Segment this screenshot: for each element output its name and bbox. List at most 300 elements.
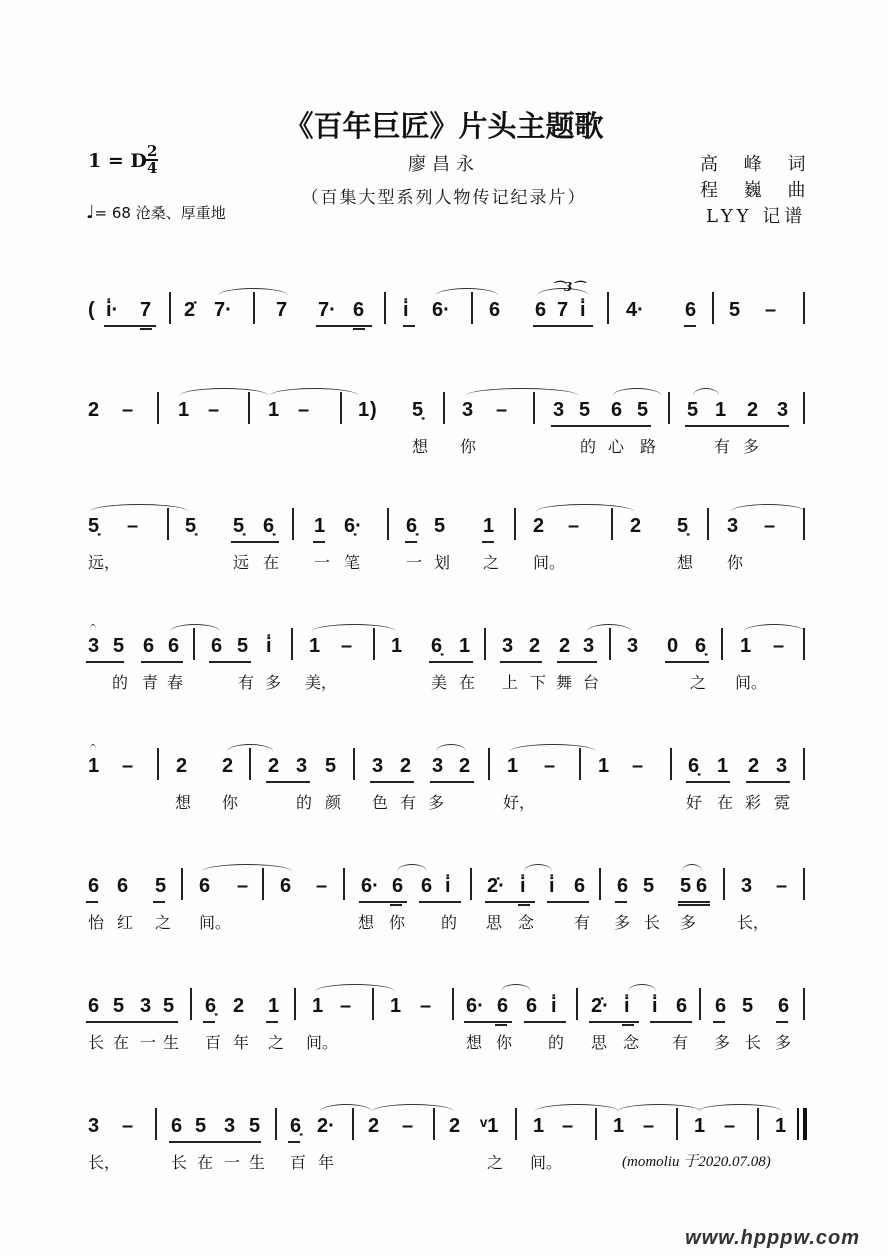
tie-arc	[535, 1104, 619, 1119]
beam-underline	[153, 901, 165, 903]
lyric: 想	[175, 793, 192, 812]
note: 2̇·	[591, 995, 609, 1017]
lyric: 怡	[88, 913, 105, 932]
beam-underline	[678, 901, 710, 903]
barline	[294, 988, 296, 1020]
note: 6	[526, 995, 538, 1017]
beam-underline	[713, 1021, 725, 1023]
note: 5̣	[185, 515, 197, 537]
note: 6	[171, 1115, 183, 1137]
lyric: 之	[155, 913, 172, 932]
beam-underline	[495, 1024, 507, 1026]
lyric: 念	[623, 1033, 640, 1052]
note: 5	[643, 875, 655, 897]
note: 6	[685, 299, 697, 321]
note: 1	[775, 1115, 787, 1137]
lyric: 霓	[774, 793, 791, 812]
lyric: 间。	[735, 673, 768, 692]
lyric: 心	[608, 437, 625, 456]
lyric: 长	[745, 1033, 762, 1052]
note: 0	[667, 635, 679, 657]
note: 1	[483, 515, 495, 537]
lyric: 念	[518, 913, 535, 932]
barline	[387, 508, 389, 540]
note: i̇·	[106, 299, 119, 321]
lyric: 路	[640, 437, 657, 456]
beam-underline	[678, 904, 710, 906]
lyric: 间。	[533, 553, 566, 572]
barline	[292, 508, 294, 540]
tie-arc	[693, 388, 719, 403]
beam-underline	[686, 781, 730, 783]
lyric: 有	[714, 437, 731, 456]
note: 6̣	[695, 635, 707, 657]
lyric: 舞	[556, 673, 573, 692]
score-line	[0, 298, 888, 368]
lyric: 在	[113, 1033, 130, 1052]
beam-underline	[500, 661, 542, 663]
note: 2	[268, 755, 280, 777]
lyricist-credit: 高 峰 词	[700, 154, 816, 175]
subtitle: （百集大型系列人物传记纪录片）	[301, 188, 587, 208]
note: 5	[237, 635, 249, 657]
note: 3	[462, 399, 474, 421]
note: –	[402, 1115, 414, 1137]
tie-arc	[312, 624, 396, 639]
note: –	[764, 515, 776, 537]
note: 3	[88, 1115, 100, 1137]
note: 1	[533, 1115, 545, 1137]
lyric: 长，	[737, 913, 770, 932]
singer: 廖昌永	[408, 154, 480, 175]
lyric: 好，	[503, 793, 536, 812]
note: 3	[88, 635, 100, 657]
beam-underline	[518, 904, 530, 906]
tie-arc	[501, 984, 531, 999]
lyric: 之	[483, 553, 500, 572]
beam-underline	[141, 661, 183, 663]
barline	[707, 508, 709, 540]
note: –	[316, 875, 328, 897]
note: 6	[497, 995, 509, 1017]
lyric: 多	[680, 913, 697, 932]
note: 1	[88, 755, 100, 777]
note: 5	[687, 399, 699, 421]
barline	[668, 392, 670, 424]
note: 2	[529, 635, 541, 657]
lyric: 的	[112, 673, 129, 692]
lyric: 青	[142, 673, 159, 692]
note: 3	[777, 399, 789, 421]
tie-arc	[227, 744, 273, 759]
beam-underline	[86, 901, 98, 903]
tie-arc	[536, 504, 634, 519]
note: (	[88, 299, 95, 321]
barline	[514, 508, 516, 540]
note: 6	[168, 635, 180, 657]
note: 2	[747, 399, 759, 421]
beam-underline	[776, 1021, 788, 1023]
note: 4·	[626, 299, 644, 321]
lyric: 思	[591, 1033, 608, 1052]
note: 2	[368, 1115, 380, 1137]
quarter-note-icon: ♩	[86, 202, 95, 223]
note: –	[341, 635, 353, 657]
score-line	[0, 874, 888, 944]
note: 1	[740, 635, 752, 657]
note: 1	[613, 1115, 625, 1137]
page-title: 《百年巨匠》片头主题歌	[284, 109, 604, 143]
barline	[803, 748, 805, 780]
barline	[515, 1108, 517, 1140]
note: 3	[296, 755, 308, 777]
note: i̇	[549, 875, 555, 897]
barline	[699, 988, 701, 1020]
lyric: 思	[486, 913, 503, 932]
note: 5	[113, 995, 125, 1017]
note: 5	[325, 755, 337, 777]
beam-underline	[464, 1021, 512, 1023]
note: 7·	[318, 299, 336, 321]
lyric: 之	[268, 1033, 285, 1052]
note: –	[298, 399, 310, 421]
note: –	[632, 755, 644, 777]
note: i̇	[551, 995, 557, 1017]
score-line	[0, 634, 888, 704]
beam-underline	[665, 661, 709, 663]
note: 1	[391, 635, 403, 657]
note: –	[237, 875, 249, 897]
note: 5	[434, 515, 446, 537]
lyric: 春	[167, 673, 184, 692]
lyric: 美	[431, 673, 448, 692]
lyric: 好	[686, 793, 703, 812]
tie-arc	[397, 864, 427, 879]
note: 3	[432, 755, 444, 777]
note: i̇	[580, 299, 586, 321]
barline	[181, 868, 183, 900]
lyric: 长	[88, 1033, 105, 1052]
note: 1	[268, 995, 280, 1017]
tie-arc	[613, 388, 661, 403]
beam-underline	[557, 661, 597, 663]
note: 2̇	[184, 299, 196, 321]
beam-underline	[390, 904, 402, 906]
barline	[470, 868, 472, 900]
note: 5̣	[233, 515, 245, 537]
lyric: 百	[290, 1153, 307, 1172]
beam-underline	[86, 1021, 178, 1023]
note: –	[340, 995, 352, 1017]
lyric: 百	[205, 1033, 222, 1052]
tie-arc	[90, 744, 96, 759]
time-signature-bottom: 4	[147, 159, 158, 177]
note: –	[496, 399, 508, 421]
lyric: 一	[314, 553, 331, 572]
note: –	[568, 515, 580, 537]
beam-underline	[140, 328, 152, 330]
beam-underline	[430, 781, 474, 783]
beam-underline	[405, 541, 417, 543]
beam-underline	[615, 901, 627, 903]
barline	[291, 628, 293, 660]
note: 3	[224, 1115, 236, 1137]
note: 2	[176, 755, 188, 777]
barline	[712, 292, 714, 324]
lyric: 有	[238, 673, 255, 692]
note: 6	[143, 635, 155, 657]
note: 3	[727, 515, 739, 537]
note: –	[724, 1115, 736, 1137]
beam-underline	[203, 1021, 215, 1023]
lyric: 多	[614, 913, 631, 932]
barline	[443, 392, 445, 424]
note: 6	[280, 875, 292, 897]
barline	[803, 292, 805, 324]
note: –	[544, 755, 556, 777]
lyric: 长，	[88, 1153, 121, 1172]
note: 1	[358, 399, 370, 421]
lyric: 长	[644, 913, 661, 932]
composer-credit: 程 巍 曲	[700, 180, 816, 201]
tie-arc	[315, 984, 395, 999]
lyric: 红	[117, 913, 134, 932]
lyric: 多	[775, 1033, 792, 1052]
beam-underline	[316, 325, 372, 327]
note: 6̣	[290, 1115, 302, 1137]
note: 2	[559, 635, 571, 657]
note: 3	[627, 635, 639, 657]
note: 6	[535, 299, 547, 321]
note: 6	[676, 995, 688, 1017]
lyric: 在	[459, 673, 476, 692]
note: 1	[507, 755, 519, 777]
tie-arc	[510, 744, 596, 759]
tie-arc	[320, 1104, 372, 1119]
note: 6·	[432, 299, 450, 321]
note: 6·	[466, 995, 484, 1017]
transcriber-credit: LYY 记谱	[706, 206, 807, 227]
lyric: 间。	[199, 913, 232, 932]
note: 6	[696, 875, 708, 897]
note: 5	[249, 1115, 261, 1137]
barline	[576, 988, 578, 1020]
note: 2	[88, 399, 100, 421]
triplet-marker: ⌒3⌒	[552, 280, 585, 294]
lyric: 年	[318, 1153, 335, 1172]
note: 3	[372, 755, 384, 777]
barline	[670, 748, 672, 780]
barline	[723, 868, 725, 900]
note: 6·	[361, 875, 379, 897]
lyric: 在	[263, 553, 280, 572]
tie-arc	[744, 624, 804, 639]
note: )	[370, 399, 377, 421]
note: 6	[715, 995, 727, 1017]
note: 6	[421, 875, 433, 897]
lyric: 台	[583, 673, 600, 692]
note: 2	[630, 515, 642, 537]
barline	[343, 868, 345, 900]
barline	[190, 988, 192, 1020]
beam-underline	[547, 901, 589, 903]
note: 7·	[214, 299, 232, 321]
note: i̇	[520, 875, 526, 897]
beam-underline	[533, 325, 593, 327]
note: 6	[611, 399, 623, 421]
barline	[157, 392, 159, 424]
time-signature-top: 2	[147, 142, 158, 160]
lyric: 多	[743, 437, 760, 456]
lyric: 想	[677, 553, 694, 572]
beam-underline	[589, 1021, 639, 1023]
note: 5	[729, 299, 741, 321]
note: –	[122, 1115, 134, 1137]
score-line	[0, 1114, 888, 1184]
note: 2	[233, 995, 245, 1017]
note: 6	[778, 995, 790, 1017]
note: 1	[717, 755, 729, 777]
note: 2·	[317, 1115, 335, 1137]
note: i̇	[403, 299, 409, 321]
lyric: 间。	[306, 1033, 339, 1052]
barline	[488, 748, 490, 780]
note: 6̣	[205, 995, 217, 1017]
note: –	[562, 1115, 574, 1137]
note: 5	[579, 399, 591, 421]
lyric: 色	[372, 793, 389, 812]
barline	[384, 292, 386, 324]
note: 6	[199, 875, 211, 897]
beam-underline	[429, 661, 473, 663]
note: 1	[309, 635, 321, 657]
tie-arc	[270, 388, 358, 403]
score-line	[0, 754, 888, 824]
lyric: 生	[163, 1033, 180, 1052]
lyric: 多	[714, 1033, 731, 1052]
note: –	[773, 635, 785, 657]
barline	[599, 868, 601, 900]
lyric: 有	[574, 913, 591, 932]
lyric: 想	[466, 1033, 483, 1052]
tie-arc	[218, 288, 288, 303]
beam-underline	[86, 661, 124, 663]
beam-underline	[419, 901, 461, 903]
note: 5	[113, 635, 125, 657]
barline	[803, 392, 805, 424]
lyric: 上	[502, 673, 519, 692]
note: 6̣	[688, 755, 700, 777]
lyric: 远，	[88, 553, 121, 572]
barline	[353, 748, 355, 780]
beam-underline	[524, 1021, 566, 1023]
note: i̇	[266, 635, 272, 657]
note: 6̣·	[344, 515, 362, 537]
note: 3	[741, 875, 753, 897]
watermark: www.hpppw.com	[685, 1227, 860, 1249]
score-line	[0, 398, 888, 468]
beam-underline	[353, 328, 365, 330]
tie-arc	[698, 1104, 782, 1119]
beam-underline	[622, 1024, 634, 1026]
tie-arc	[180, 388, 268, 403]
tie-arc	[587, 624, 631, 639]
note: 6̣	[406, 515, 418, 537]
note: 1	[694, 1115, 706, 1137]
note: –	[122, 399, 134, 421]
lyric: 在	[197, 1153, 214, 1172]
note: 1	[459, 635, 471, 657]
note: 5	[195, 1115, 207, 1137]
note: 6	[353, 299, 365, 321]
note: 6	[392, 875, 404, 897]
beam-underline	[551, 425, 651, 427]
barline	[169, 292, 171, 324]
barline	[452, 988, 454, 1020]
lyric: 彩	[745, 793, 762, 812]
barline	[803, 868, 805, 900]
lyric: 美，	[305, 673, 338, 692]
beam-underline	[485, 901, 535, 903]
note: –	[420, 995, 432, 1017]
note: 2̇·	[487, 875, 505, 897]
note: 1	[312, 995, 324, 1017]
tie-arc	[617, 1104, 701, 1119]
note: –	[765, 299, 777, 321]
lyric: 的	[548, 1033, 565, 1052]
note: –	[127, 515, 139, 537]
tie-arc	[170, 624, 220, 639]
barline	[275, 1108, 277, 1140]
lyric: 的	[580, 437, 597, 456]
tie-arc	[90, 504, 188, 519]
note: 2	[222, 755, 234, 777]
score-line	[0, 514, 888, 584]
lyric: 有	[400, 793, 417, 812]
note: 6̣	[431, 635, 443, 657]
note: i̇	[624, 995, 630, 1017]
note: 6	[574, 875, 586, 897]
beam-underline	[403, 325, 415, 327]
note: 2	[400, 755, 412, 777]
note: 3	[140, 995, 152, 1017]
note: 5̣	[88, 515, 100, 537]
beam-underline	[266, 781, 310, 783]
lyric: 的	[441, 913, 458, 932]
lyric: 之	[690, 673, 707, 692]
lyric: 想	[358, 913, 375, 932]
lyric: 在	[717, 793, 734, 812]
note: 6	[88, 875, 100, 897]
tie-arc	[524, 864, 552, 879]
signature: (momoliu 于2020.07.08)	[622, 1154, 771, 1170]
lyric: 你	[222, 793, 239, 812]
beam-underline	[209, 661, 251, 663]
note: 5	[163, 995, 175, 1017]
tie-arc	[436, 744, 466, 759]
note: 7	[557, 299, 569, 321]
lyric: 远	[233, 553, 250, 572]
beam-underline	[650, 1021, 692, 1023]
note: –	[208, 399, 220, 421]
note: 6	[617, 875, 629, 897]
lyric: 生	[249, 1153, 266, 1172]
note: 3	[553, 399, 565, 421]
lyric: 有	[672, 1033, 689, 1052]
note: 3	[502, 635, 514, 657]
note: 6	[489, 299, 501, 321]
note: 1	[715, 399, 727, 421]
